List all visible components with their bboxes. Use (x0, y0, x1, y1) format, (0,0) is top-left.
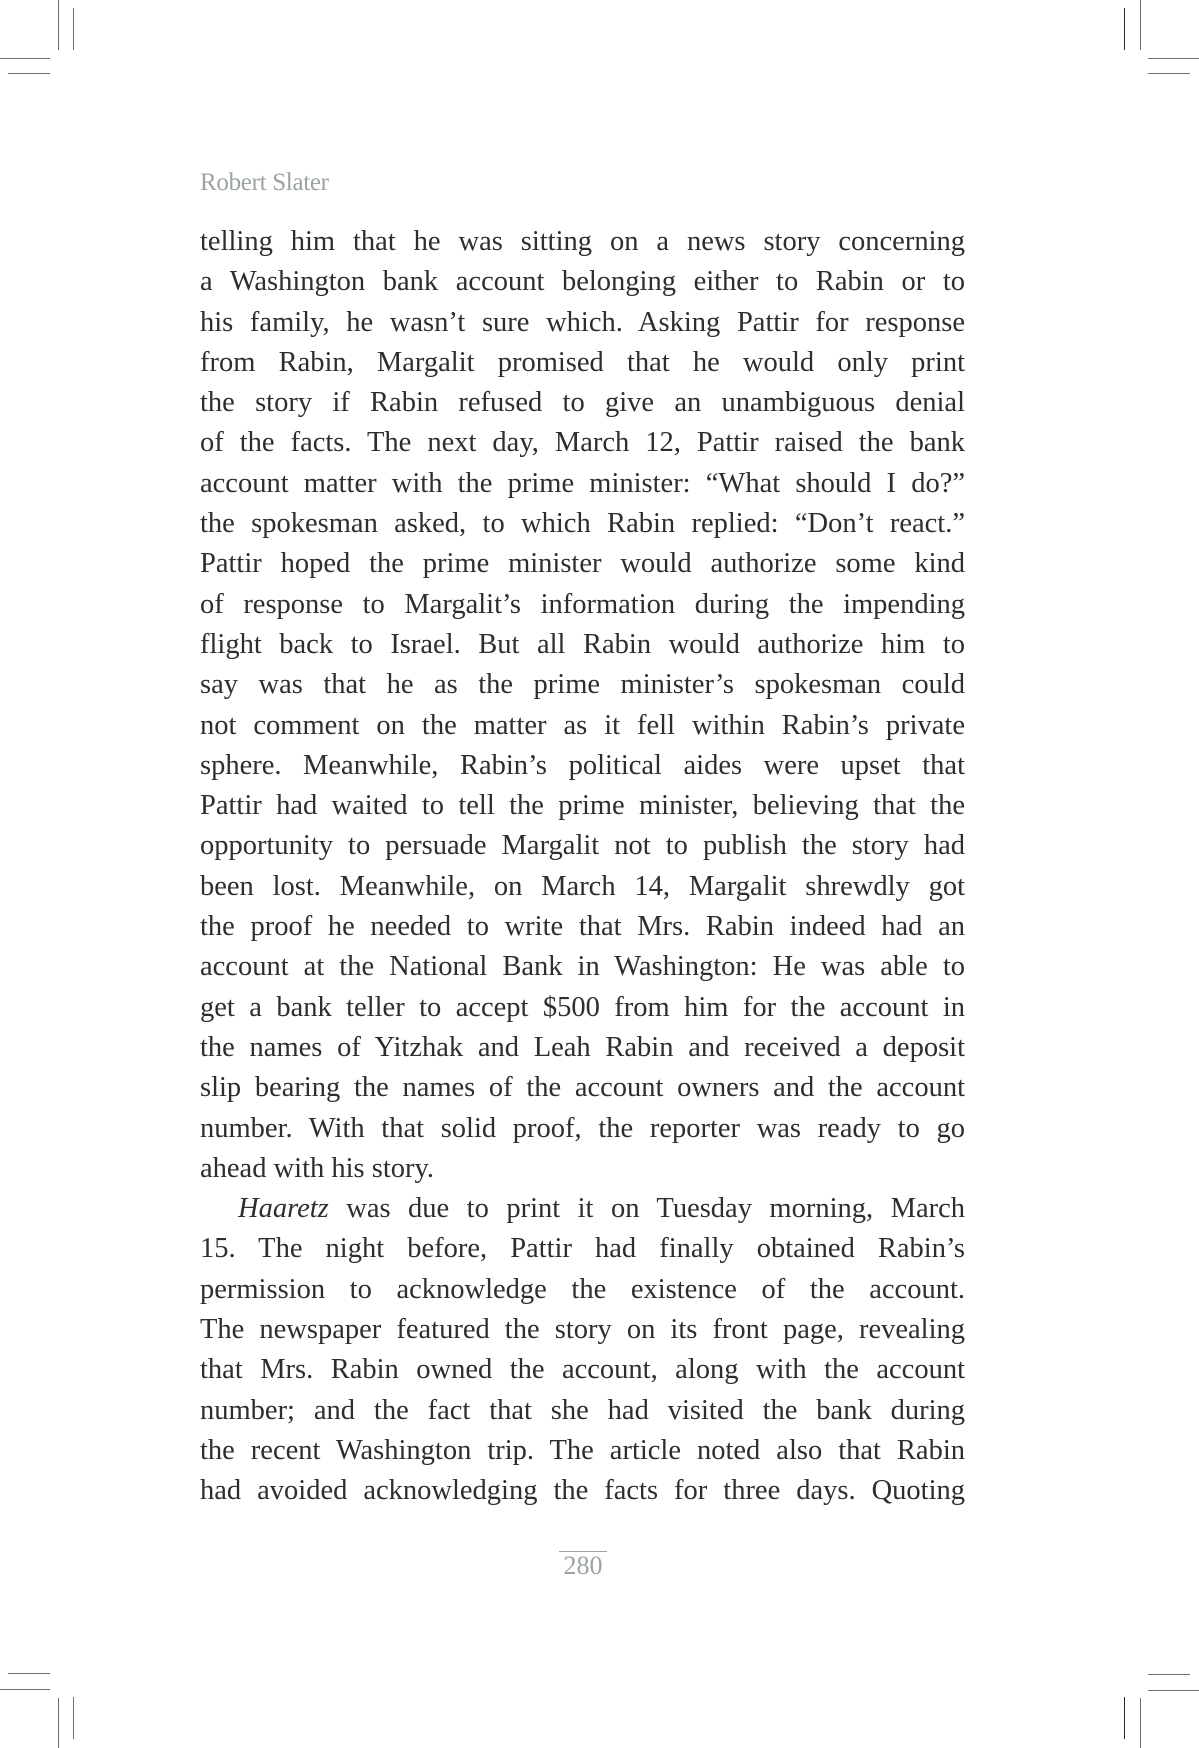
text-line (200, 665, 965, 705)
text-line (200, 1310, 965, 1350)
text-line-content: of the facts. The next day, March 12, Pattir raised the bank (200, 427, 965, 459)
text-line (200, 706, 965, 746)
text-line-content: permission to acknowledge the existence of the account. (200, 1273, 965, 1305)
text-line-content: of response to Margalit’s information during the impending (200, 588, 965, 620)
crop-mark-bottom-right-vertical-outer (1140, 1698, 1141, 1748)
text-line (200, 1391, 965, 1431)
text-line (200, 1189, 965, 1229)
text-line (200, 423, 965, 463)
paragraph-2 (200, 1189, 965, 1511)
crop-mark-top-right-horizontal-outer (1148, 58, 1199, 59)
text-line (200, 585, 965, 625)
text-line-content: number; and the fact that she had visited the bank during (200, 1394, 965, 1426)
text-line (200, 383, 965, 423)
crop-mark-top-right-vertical-outer (1140, 0, 1141, 50)
crop-mark-bottom-right-vertical-inner (1124, 1697, 1125, 1739)
text-line (200, 262, 965, 302)
text-line (200, 303, 965, 343)
text-line (200, 867, 965, 907)
publication-name-italic: Haaretz (238, 1193, 329, 1225)
text-line (200, 1431, 965, 1471)
crop-mark-bottom-left-horizontal-inner (8, 1673, 50, 1674)
text-line (200, 343, 965, 383)
text-line-content: the story if Rabin refused to give an unambiguous denial (200, 387, 965, 419)
text-line-content: number. With that solid proof, the reporter was ready to go (200, 1112, 965, 1144)
text-line-content: from Rabin, Margalit promised that he would only print (200, 346, 965, 378)
text-line (200, 826, 965, 866)
text-line-content: Pattir hoped the prime minister would authorize some kind (200, 548, 965, 580)
text-line-content: had avoided acknowledging the facts for three days. Quoting (200, 1475, 965, 1507)
text-line-content: slip bearing the names of the account owners and the account (200, 1072, 965, 1104)
text-line-content: sphere. Meanwhile, Rabin’s political aides were upset that (200, 749, 965, 781)
text-line-content: the proof he needed to write that Mrs. Rabin indeed had an (200, 911, 965, 943)
crop-mark-bottom-right-horizontal-outer (1148, 1690, 1199, 1691)
crop-mark-top-left-vertical-inner (73, 8, 74, 50)
crop-mark-bottom-right-horizontal-inner (1148, 1674, 1190, 1675)
text-line (200, 1068, 965, 1108)
crop-mark-bottom-left-vertical-outer (58, 1698, 59, 1748)
text-line (200, 1350, 965, 1390)
text-line-content: his family, he wasn’t sure which. Asking Pattir for response (200, 306, 965, 338)
text-line (200, 988, 965, 1028)
text-line (200, 907, 965, 947)
text-line (200, 1109, 965, 1149)
text-line-content: 15. The night before, Pattir had finally obtained Rabin’s (200, 1233, 965, 1265)
text-line (200, 1229, 965, 1269)
text-line-content: a Washington bank account belonging either to Rabin or to (200, 266, 965, 298)
text-line-content: account matter with the prime minister: “What should I do?” (200, 467, 965, 499)
text-line-rest: was due to print it on Tuesday morning, March (328, 1193, 965, 1225)
text-line-content: telling him that he was sitting on a news story concerning (200, 226, 965, 257)
text-line-content: The newspaper featured the story on its front page, revealing (200, 1314, 965, 1346)
text-line-content: the recent Washington trip. The article noted also that Rabin (200, 1434, 965, 1466)
text-line (200, 222, 965, 262)
crop-mark-top-right-vertical-inner (1124, 8, 1125, 50)
crop-mark-top-left-vertical-outer (58, 0, 59, 50)
text-line (200, 947, 965, 987)
text-line-content: opportunity to persuade Margalit not to publish the story had (200, 830, 965, 862)
text-line (200, 786, 965, 826)
crop-mark-bottom-left-vertical-inner (73, 1697, 74, 1739)
text-line-content: not comment on the matter as it fell within Rabin’s private (200, 709, 965, 741)
text-line (200, 625, 965, 665)
body-text (200, 222, 965, 1512)
text-line-content: that Mrs. Rabin owned the account, along with the account (200, 1354, 965, 1386)
text-line-content: ahead with his story. (200, 1152, 435, 1184)
crop-mark-top-right-horizontal-inner (1148, 73, 1190, 74)
text-line-content: flight back to Israel. But all Rabin would authorize him to (200, 628, 965, 660)
text-line-content: been lost. Meanwhile, on March 14, Margalit shrewdly got (200, 870, 965, 902)
page-number: 280 (563, 1551, 603, 1580)
text-line-content: the spokesman asked, to which Rabin replied: “Don’t react.” (200, 508, 965, 540)
text-line (200, 504, 965, 544)
text-line (200, 1471, 965, 1511)
text-line-content: get a bank teller to accept $500 from him for the account in (200, 991, 965, 1023)
text-line (200, 1028, 965, 1068)
crop-mark-top-left-horizontal-inner (8, 73, 50, 74)
paragraph-1 (200, 222, 965, 1189)
running-head-author: Robert Slater (200, 169, 329, 196)
text-line-content: Pattir had waited to tell the prime minister, believing that the (200, 790, 965, 822)
text-line (200, 1149, 965, 1189)
text-line-content: account at the National Bank in Washington: He was able to (200, 951, 965, 983)
text-line (200, 464, 965, 504)
text-line (200, 746, 965, 786)
text-line (200, 544, 965, 584)
crop-mark-top-left-horizontal-outer (0, 58, 50, 59)
crop-mark-bottom-left-horizontal-outer (0, 1689, 50, 1690)
text-line (200, 1270, 965, 1310)
text-line-content: say was that he as the prime minister’s spokesman could (200, 669, 965, 701)
text-line-content: the names of Yitzhak and Leah Rabin and received a deposit (200, 1031, 965, 1063)
